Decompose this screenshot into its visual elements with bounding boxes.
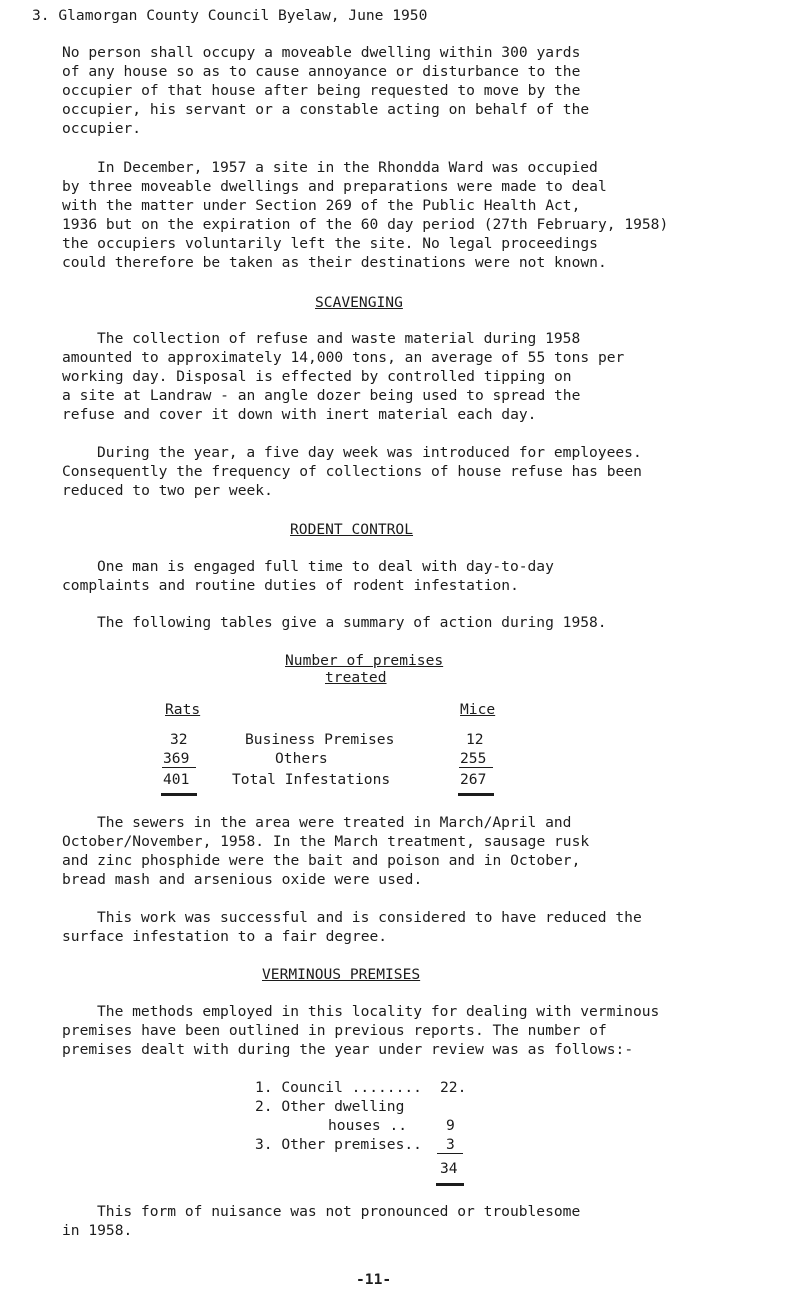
table-caption: Number of premises <box>285 652 444 669</box>
text-line: This work was successful and is considered to have reduced the <box>97 909 642 926</box>
divider <box>161 793 197 796</box>
text-line: One man is engaged full time to deal with day-to-day <box>97 558 554 575</box>
text-line: reduced to two per week. <box>62 482 273 499</box>
column-header-rats: Rats <box>165 701 201 718</box>
paragraph-tables-intro: The following tables give a summary of action during 1958. <box>97 614 607 631</box>
text-line: In December, 1957 a site in the Rhondda Ward was occupied <box>97 159 598 176</box>
list-total: 34 <box>440 1160 458 1177</box>
mice-cell: 12 <box>466 731 484 748</box>
divider <box>436 1183 464 1186</box>
text-line: occupier, his servant or a constable acting on behalf of the <box>62 101 590 118</box>
row-label: Others <box>275 750 328 767</box>
text-line: by three moveable dwellings and preparations were made to deal <box>62 178 607 195</box>
text-line: Consequently the frequency of collections of house refuse has been <box>62 463 642 480</box>
heading-rodent-control: RODENT CONTROL <box>290 521 414 538</box>
row-label: Total Infestations <box>232 771 391 788</box>
text-line: bread mash and arsenious oxide were used. <box>62 871 423 888</box>
text-line: The sewers in the area were treated in March/April and <box>97 814 572 831</box>
text-line: The methods employed in this locality for dealing with verminous <box>97 1003 660 1020</box>
list-item-label: 2. Other dwelling <box>255 1098 405 1115</box>
text-line: 1936 but on the expiration of the 60 day period (27th February, 1958) <box>62 216 669 233</box>
text-line: amounted to approximately 14,000 tons, an average of 55 tons per <box>62 349 625 366</box>
text-line: occupier of that house after being requested to move by the <box>62 82 581 99</box>
divider <box>437 1153 463 1154</box>
text-line: This form of nuisance was not pronounced or troublesome <box>97 1203 581 1220</box>
text-line: No person shall occupy a moveable dwelling within 300 yards <box>62 44 581 61</box>
text-line: surface infestation to a fair degree. <box>62 928 388 945</box>
text-line: could therefore be taken as their destinations were not known. <box>62 254 607 271</box>
list-item-value: 22. <box>440 1079 467 1096</box>
mice-cell: 255 <box>460 750 487 767</box>
text-line: of any house so as to cause annoyance or disturbance to the <box>62 63 581 80</box>
divider <box>162 767 196 768</box>
text-line: complaints and routine duties of rodent infestation. <box>62 577 519 594</box>
text-line: premises have been outlined in previous reports. The number of <box>62 1022 607 1039</box>
heading-scavenging: SCAVENGING <box>315 294 403 311</box>
list-item-label: houses .. <box>328 1117 408 1134</box>
rats-cell: 32 <box>170 731 188 748</box>
divider <box>459 767 493 768</box>
section-heading-byelaw: 3. Glamorgan County Council Byelaw, June 1950 <box>32 7 428 24</box>
rats-cell: 401 <box>163 771 190 788</box>
list-item-label: 1. Council ........ <box>255 1079 422 1096</box>
heading-verminous-premises: VERMINOUS PREMISES <box>262 966 421 983</box>
list-item-value: 9 <box>446 1117 455 1134</box>
table-caption: treated <box>325 669 387 686</box>
text-line: in 1958. <box>62 1222 133 1239</box>
text-line: refuse and cover it down with inert material each day. <box>62 406 537 423</box>
text-line: working day. Disposal is effected by controlled tipping on <box>62 368 572 385</box>
text-line: premises dealt with during the year under review was as follows:- <box>62 1041 634 1058</box>
list-item-value: 3 <box>446 1136 455 1153</box>
column-header-mice: Mice <box>460 701 496 718</box>
text-line: During the year, a five day week was introduced for employees. <box>97 444 642 461</box>
text-line: with the matter under Section 269 of the Public Health Act, <box>62 197 581 214</box>
divider <box>458 793 494 796</box>
list-item-label: 3. Other premises.. <box>255 1136 422 1153</box>
row-label: Business Premises <box>245 731 395 748</box>
text-line: and zinc phosphide were the bait and poison and in October, <box>62 852 581 869</box>
page-number: -11- <box>356 1271 392 1288</box>
rats-cell: 369 <box>163 750 190 767</box>
text-line: the occupiers voluntarily left the site. No legal proceedings <box>62 235 598 252</box>
text-line: October/November, 1958. In the March treatment, sausage rusk <box>62 833 590 850</box>
mice-cell: 267 <box>460 771 487 788</box>
text-line: occupier. <box>62 120 142 137</box>
text-line: a site at Landraw - an angle dozer being used to spread the <box>62 387 581 404</box>
text-line: The collection of refuse and waste material during 1958 <box>97 330 581 347</box>
